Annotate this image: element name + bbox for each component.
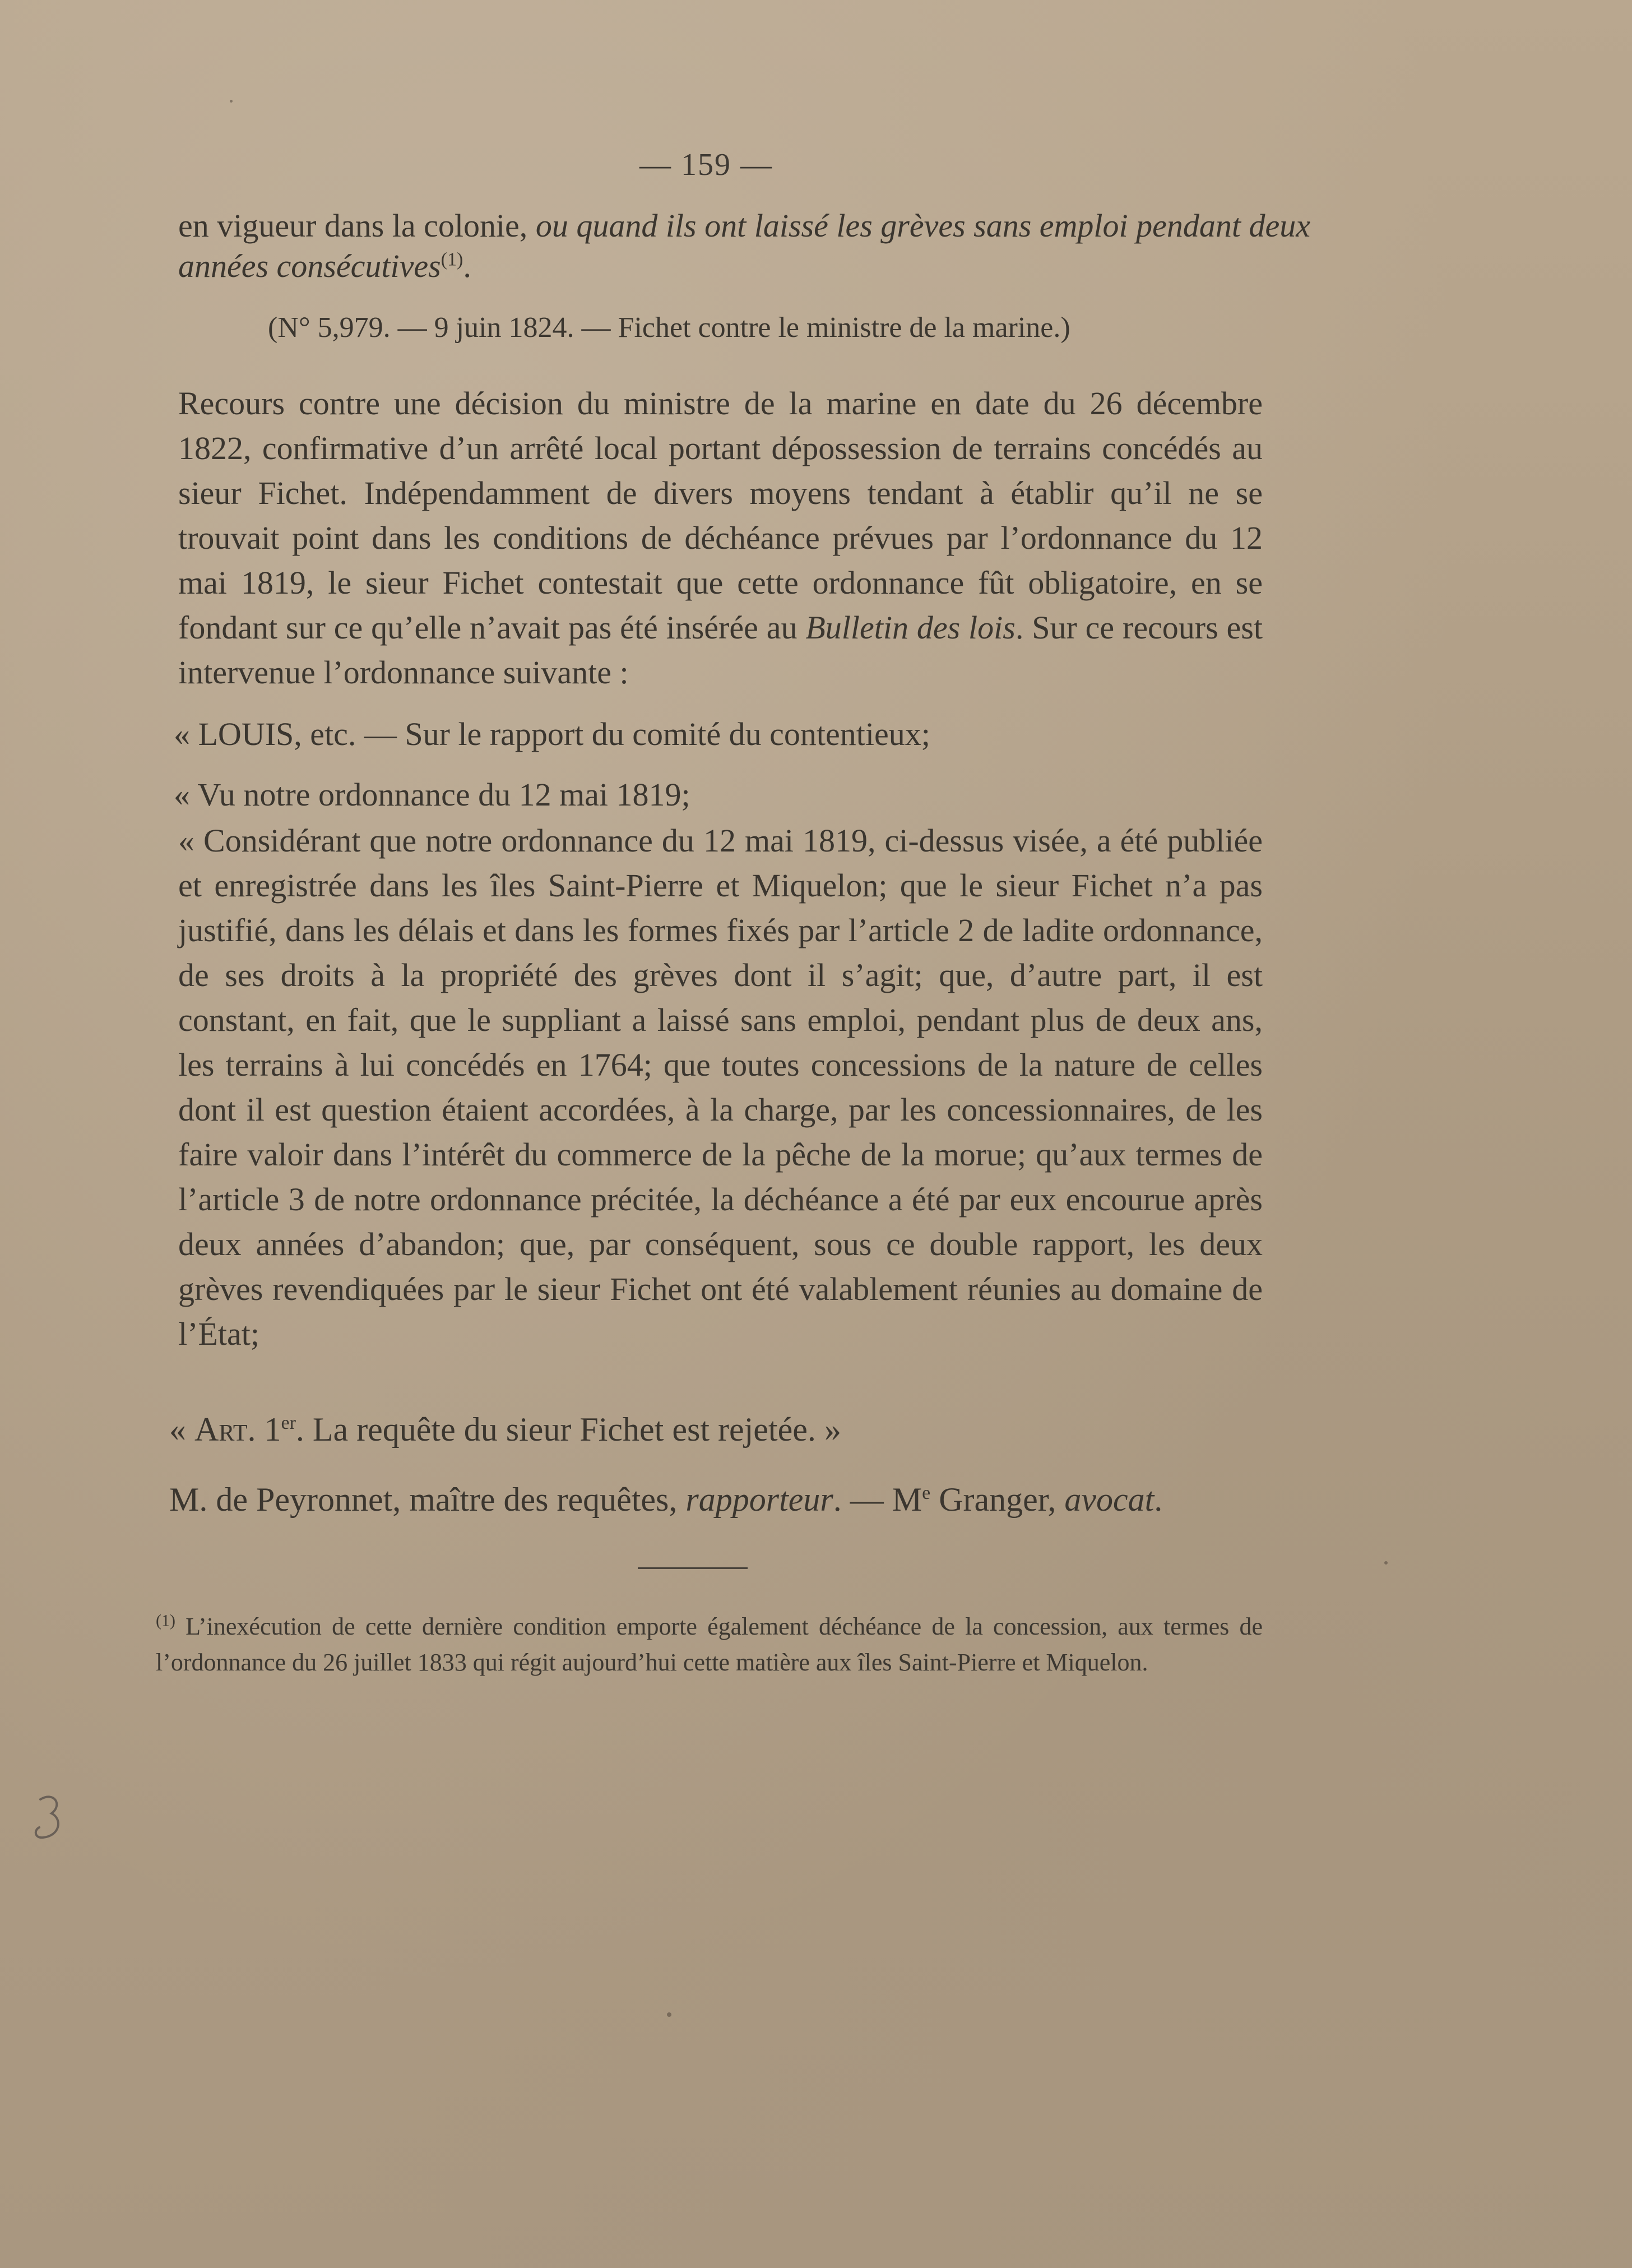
article-line bbox=[169, 1410, 841, 1449]
signature-part-3: Granger, bbox=[930, 1481, 1065, 1518]
footnote-divider bbox=[638, 1567, 748, 1569]
footnote bbox=[156, 1609, 1263, 1681]
signature-role-2: avocat bbox=[1064, 1481, 1155, 1518]
signature-end: . bbox=[1154, 1481, 1163, 1518]
signature-role-1: rapporteur bbox=[685, 1481, 833, 1518]
case-summary-end: . Sur ce recours est intervenue l’ordonnance suivante : bbox=[178, 609, 1263, 691]
signature-part-1: M. de Peyronnet, maître des requêtes, bbox=[169, 1481, 686, 1518]
opening-line-2 bbox=[178, 247, 471, 286]
signature-sup: e bbox=[922, 1483, 931, 1503]
case-header: (N° 5,979. — 9 juin 1824. — Fichet contre le ministre de la marine.) bbox=[268, 312, 1070, 344]
opening-line-2-end: . bbox=[463, 248, 471, 284]
article-text: . La requête du sieur Fichet est rejetée. » bbox=[295, 1411, 841, 1448]
case-summary bbox=[178, 381, 1263, 695]
article-number-sup: er bbox=[281, 1413, 296, 1433]
page-number: — 159 — bbox=[639, 147, 773, 182]
article-label: Art. bbox=[194, 1411, 256, 1448]
footnote-mark: (1) bbox=[156, 1611, 175, 1630]
margin-pencil-mark bbox=[29, 1788, 68, 1844]
case-summary-italic: Bulletin des lois bbox=[805, 609, 1016, 646]
article-number: 1 bbox=[256, 1411, 281, 1448]
footnote-text: L’inexécution de cette dernière condition emporte également déchéance de la concession, aux termes de l’ordonnance du 26 juillet 1833 qui régit aujourd’hui cette matière aux îles Saint-Pierre et Miquelon. bbox=[156, 1613, 1263, 1676]
ordonnance-line-2: « Vu notre ordonnance du 12 mai 1819; bbox=[174, 776, 690, 813]
signature-line bbox=[169, 1480, 1162, 1519]
article-prefix: « bbox=[169, 1411, 194, 1448]
opening-line-1-plain: en vigueur dans la colonie, bbox=[178, 207, 536, 244]
paper-speck bbox=[1384, 1561, 1388, 1565]
opening-line-2-italic: années consécutives bbox=[178, 248, 441, 284]
ordonnance-line-1: « LOUIS, etc. — Sur le rapport du comité du contentieux; bbox=[174, 716, 930, 752]
footnote-reference: (1) bbox=[441, 249, 463, 270]
considerant-paragraph: « Considérant que notre ordonnance du 12 mai 1819, ci-dessus visée, a été publiée et enregistrée dans les îles Saint-Pierre et Miquelon; que le sieur Fichet n’a pas justifié, dans les délais et dans les formes fixés par l’article 2 de ladite ordonnance, de ses droits à la propriété des grèves dont il s’agit; que, d’autre part, il est constant, en fait, que le suppliant a laissé sans emploi, pendant plus de deux ans, les terrains à lui concédés en 1764; que toutes concessions de la nature de celles dont il est question étaient accordées, à la charge, par les concessionnaires, de les faire valoir dans l’intérêt du commerce de la pêche de la morue; qu’aux termes de l’article 3 de notre ordonnance précitée, la déchéance a été par eux encourue après deux années d’abandon; que, par conséquent, sous ce double rapport, les deux grèves revendiquées par le sieur Fichet ont été valablement réunies au domaine de l’État; bbox=[178, 822, 1263, 1352]
paper-speck bbox=[230, 100, 233, 103]
opening-line-1-italic: ou quand ils ont laissé les grèves sans emploi pendant deux bbox=[535, 207, 1310, 244]
opening-line-1 bbox=[178, 206, 1310, 246]
signature-part-2: . — M bbox=[833, 1481, 922, 1518]
case-summary-text: Recours contre une décision du ministre de la marine en date du 26 décembre 1822, confirmative d’un arrêté local portant dépossession de terrains concédés au sieur Fichet. Indépendamment de divers moyens tendant à établir qu’il ne se trouvait point dans les conditions de déchéance prévues par l’ordonnance du 12 mai 1819, le sieur Fichet contestait que cette ordonnance fût obligatoire, en se fondant sur ce qu’elle n’avait pas été insérée au bbox=[178, 385, 1263, 646]
paper-speck bbox=[667, 2012, 671, 2017]
